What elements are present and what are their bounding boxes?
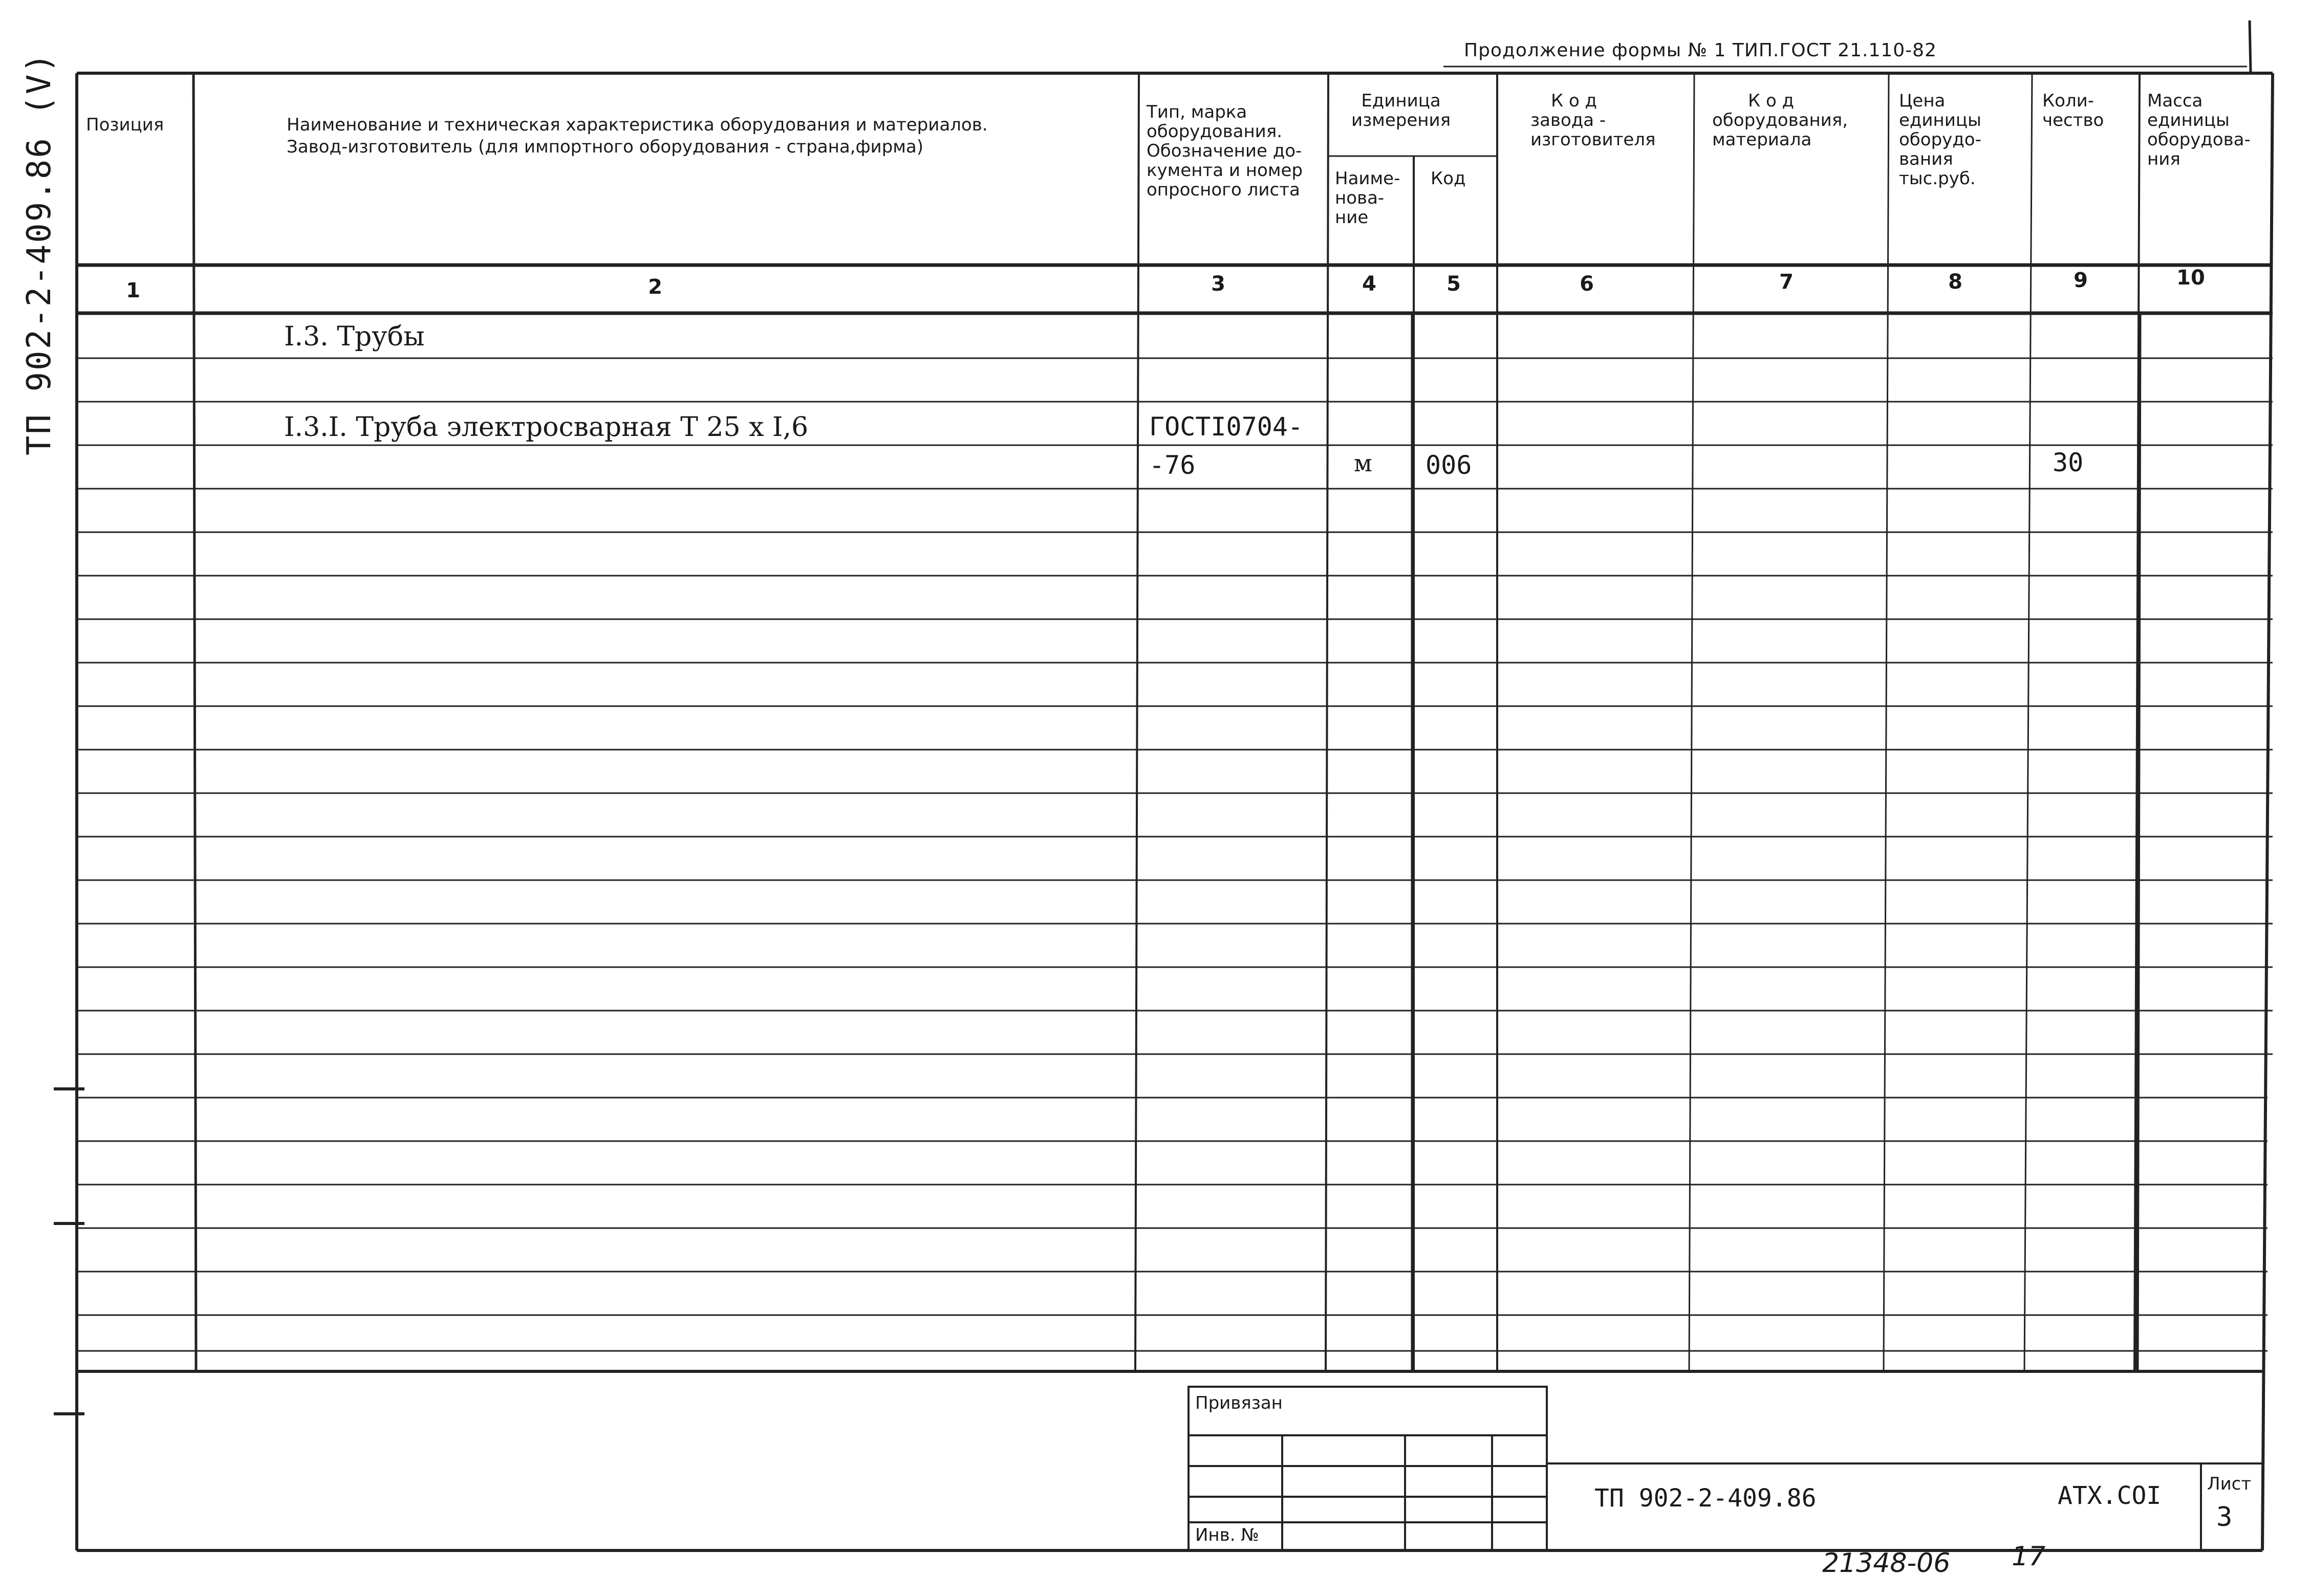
col-equip-code-header: К о д оборудования, материала bbox=[1712, 91, 1848, 150]
document-code: АТХ.СОI bbox=[2058, 1481, 2162, 1510]
col-name-header-line2: Завод-изготовитель (для импортного оборудования - страна,фирма) bbox=[287, 137, 923, 157]
col-name-header-line1: Наименование и техническая характеристика оборудования и материалов. bbox=[287, 115, 988, 135]
col-qty-header: Коли- чество bbox=[2042, 91, 2104, 130]
col-number-10: 10 bbox=[2176, 266, 2205, 290]
item-unit: м bbox=[1354, 449, 1372, 477]
col-unit-name-header: Наиме- нова- ние bbox=[1335, 168, 1400, 228]
sheet-number: 3 bbox=[2216, 1502, 2233, 1533]
col-number-8: 8 bbox=[1948, 270, 1962, 294]
col-number-4: 4 bbox=[1362, 272, 1376, 296]
item-unit-code: 006 bbox=[1426, 450, 1472, 480]
sheet-label: Лист bbox=[2207, 1474, 2252, 1494]
col-number-3: 3 bbox=[1211, 272, 1225, 296]
col-number-5: 5 bbox=[1447, 272, 1461, 296]
handwritten-page-number: 17 bbox=[2012, 1541, 2046, 1572]
form-continuation-note: Продолжение формы № 1 ТИП.ГОСТ 21.110-82 bbox=[1464, 40, 1937, 61]
item-doc-line1: ГОСТI0704- bbox=[1149, 412, 1304, 442]
col-price-header: Цена единицы оборудо- вания тыс.руб. bbox=[1899, 91, 1981, 189]
project-code: ТП 902-2-409.86 bbox=[1594, 1484, 1817, 1513]
col-unit-code-header: Код bbox=[1431, 168, 1466, 189]
item-name: I.3.I. Труба электросварная Т 25 х I,6 bbox=[284, 412, 809, 443]
col-plant-code-header: К о д завода - изготовителя bbox=[1530, 91, 1656, 150]
col-number-6: 6 bbox=[1580, 272, 1594, 296]
col-number-1: 1 bbox=[126, 279, 140, 302]
handwritten-reference: 21348-06 bbox=[1822, 1548, 1951, 1579]
col-number-9: 9 bbox=[2074, 269, 2088, 292]
section-title: I.3. Трубы bbox=[284, 321, 425, 352]
col-position-header: Позиция bbox=[86, 115, 164, 135]
side-project-code: ТП 902-2-409.86 (V) bbox=[20, 51, 58, 455]
col-number-7: 7 bbox=[1779, 270, 1794, 294]
col-number-2: 2 bbox=[648, 275, 662, 299]
inventory-number-label: Инв. № bbox=[1195, 1525, 1259, 1545]
item-qty: 30 bbox=[2053, 448, 2084, 477]
col-mass-header: Масса единицы оборудова- ния bbox=[2147, 91, 2251, 169]
col-unit-header: Единица измерения bbox=[1351, 91, 1451, 130]
bound-label: Привязан bbox=[1195, 1393, 1283, 1413]
item-doc-line2: -76 bbox=[1149, 450, 1196, 480]
col-type-header: Тип, марка оборудования. Обозначение до- кумента и номер опросного листа bbox=[1147, 102, 1303, 200]
